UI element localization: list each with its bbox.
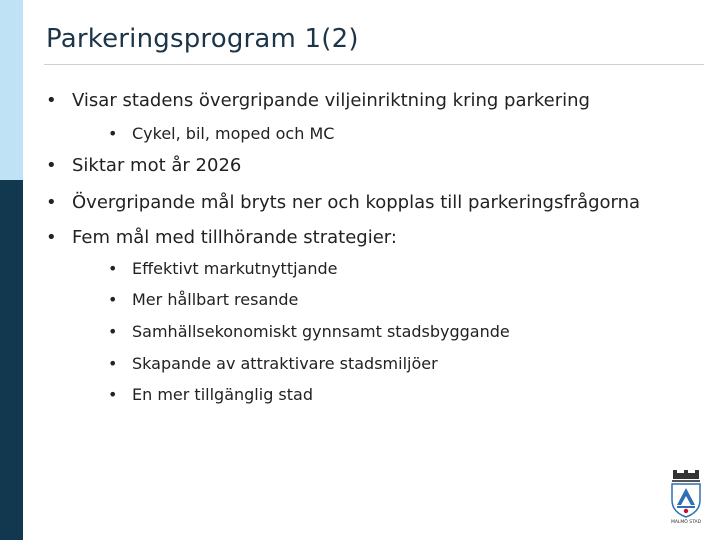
- sub-bullet-item: • Cykel, bil, moped och MC: [108, 124, 335, 143]
- title-divider: [44, 64, 704, 65]
- bullet-item: • Övergripande mål bryts ner och kopplas till parkeringsfrågorna: [46, 192, 641, 213]
- sub-bullet-item: • En mer tillgänglig stad: [108, 385, 313, 404]
- logo-caption: MALMÖ STAD: [670, 520, 702, 524]
- sub-bullet-item: • Effektivt markutnyttjande: [108, 259, 338, 278]
- bullet-item: • Visar stadens övergripande viljeinriktning kring parkering: [46, 90, 590, 111]
- bullet-item: • Fem mål med tillhörande strategier:: [46, 227, 397, 248]
- crest-icon: [664, 470, 708, 524]
- city-crest-logo: [664, 470, 708, 524]
- sub-bullet-item: • Mer hållbart resande: [108, 290, 299, 309]
- sub-bullet-item: • Skapande av attraktivare stadsmiljöer: [108, 354, 438, 373]
- side-accent-bar-light: [0, 0, 23, 180]
- sub-bullet-item: • Samhällsekonomiskt gynnsamt stadsbyggande: [108, 322, 510, 341]
- slide-title: Parkeringsprogram 1(2): [46, 24, 359, 54]
- side-accent-bar-dark: [0, 180, 23, 540]
- bullet-item: • Siktar mot år 2026: [46, 155, 242, 176]
